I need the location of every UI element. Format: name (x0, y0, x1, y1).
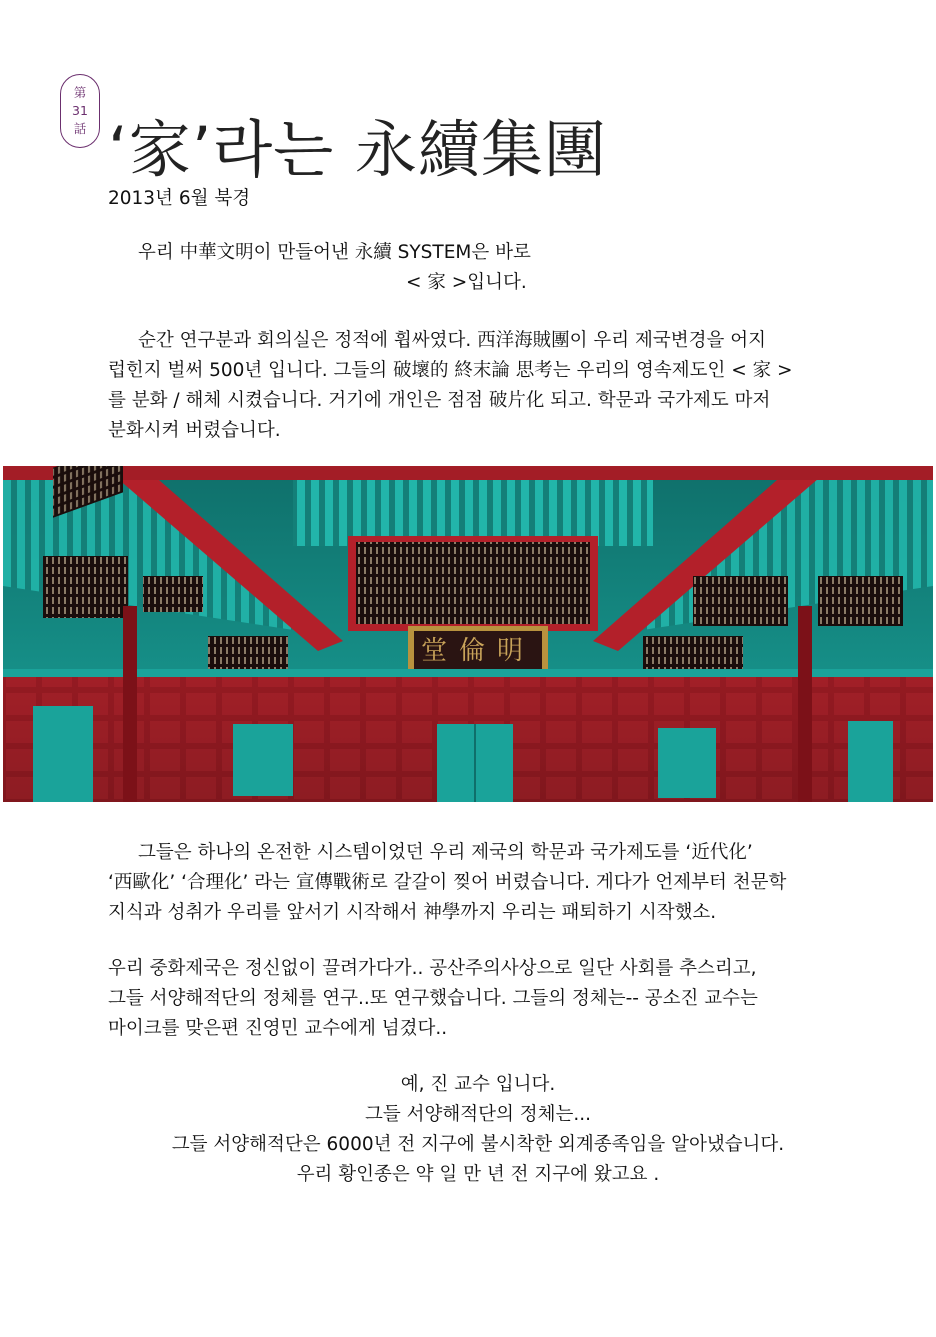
paragraph-line: ‘西歐化’ ‘合理化’ 라는 宣傳戰術로 갈갈이 찢어 버렸습니다. 게다가 언제부터 천문학 (108, 872, 787, 893)
chapter-badge (60, 74, 100, 148)
paragraph-3 (108, 954, 848, 1044)
hall-plaque-text: 堂倫明 (420, 636, 536, 666)
quote-line: 그들 서양해적단은 6000년 전 지구에 불시착한 외계종족임을 알아냈습니다. (171, 1134, 785, 1155)
badge-char-1: 第 (73, 85, 87, 100)
quote-line: 우리 황인종은 약 일 만 년 전 지구에 왔고요 . (296, 1164, 660, 1185)
badge-number: 31 (72, 103, 88, 118)
paragraph-line: 마이크를 맞은편 진영민 교수에게 넘겼다.. (108, 1018, 448, 1039)
paragraph-line: 분화시켜 버렸습니다. (108, 420, 281, 441)
paragraph-line: 를 분화 / 해체 시켰습니다. 거기에 개인은 점점 破片化 되고. 학문과 국가제도 마저 (108, 390, 771, 411)
hall-interior-photo (3, 466, 933, 802)
intro-line: < 家 >입니다. (406, 272, 527, 293)
quote-line: 예, 진 교수 입니다. (400, 1074, 556, 1095)
paragraph-line: 그들은 하나의 온전한 시스템이었던 우리 제국의 학문과 국가제도를 ‘近代化’ (138, 842, 753, 863)
intro-paragraph (108, 238, 848, 298)
quote-block (108, 1070, 848, 1190)
paragraph-line: 그들 서양해적단의 정체를 연구..또 연구했습니다. 그들의 정체는-- 공소진 교수는 (108, 988, 758, 1009)
badge-char-2: 話 (73, 121, 87, 136)
paragraph-line: 우리 중화제국은 정신없이 끌려가다가.. 공산주의사상으로 일단 사회를 추스리고, (108, 958, 757, 979)
paragraph-1 (108, 326, 848, 446)
paragraph-2 (108, 838, 848, 928)
intro-line: 우리 中華文明이 만들어낸 永續 SYSTEM은 바로 (138, 242, 531, 263)
page-title: ‘家’라는 永續集團 (108, 112, 607, 186)
paragraph-line: 럽힌지 벌써 500년 입니다. 그들의 破壞的 終末論 思考는 우리의 영속제도인 < 家 > (108, 360, 793, 381)
date-line: 2013년 6월 북경 (108, 188, 251, 209)
paragraph-line: 지식과 성취가 우리를 앞서기 시작해서 神學까지 우리는 패퇴하기 시작했소. (108, 902, 717, 923)
paragraph-line: 순간 연구분과 회의실은 정적에 휩싸였다. 西洋海賊團이 우리 제국변경을 어지 (138, 330, 766, 351)
quote-line: 그들 서양해적단의 정체는... (365, 1104, 591, 1125)
